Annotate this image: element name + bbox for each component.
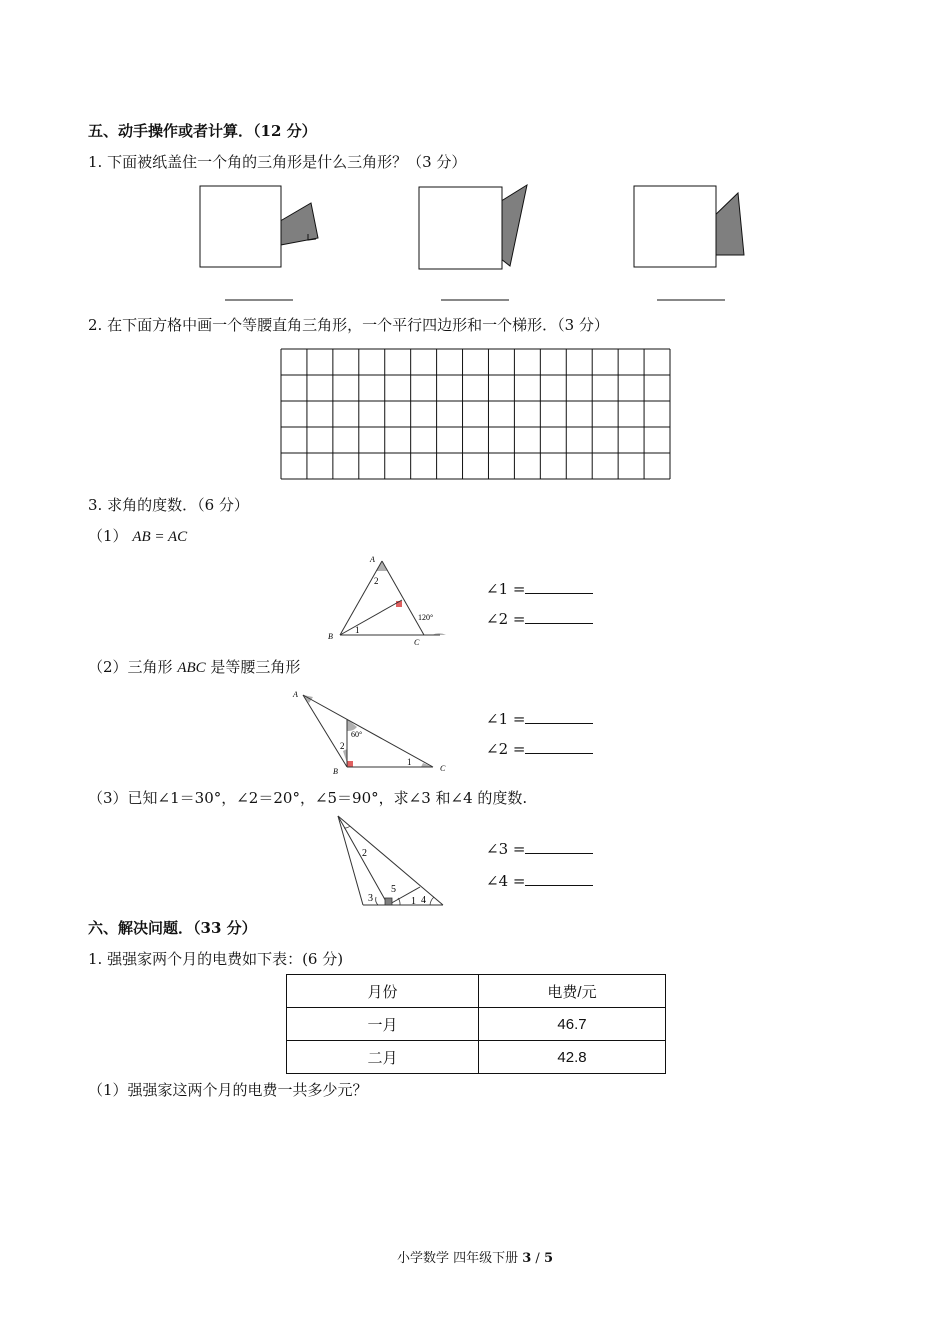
cell-fee: 42.8 bbox=[479, 1041, 666, 1074]
drawing-grid[interactable] bbox=[280, 348, 672, 482]
right-angle-5-mark bbox=[385, 898, 392, 905]
label-a: A bbox=[293, 690, 298, 699]
page-footer bbox=[0, 1247, 950, 1266]
section-6-title-text: 六、解决问题．（ bbox=[88, 919, 201, 937]
section-6-title bbox=[88, 919, 257, 937]
table-row bbox=[287, 1041, 666, 1074]
cell-month: 二月 bbox=[287, 1041, 479, 1074]
label-60: 60° bbox=[351, 730, 363, 739]
cell-fee: 46.7 bbox=[479, 1008, 666, 1041]
part2-abc: ABC bbox=[177, 660, 206, 676]
part1-equation: AB = AC bbox=[132, 529, 188, 545]
s6-q1-sub1: （1）强强家这两个月的电费一共多少元？ bbox=[88, 1081, 368, 1099]
right-angle-mark bbox=[347, 761, 353, 767]
footer-page-total: 5 bbox=[543, 1251, 553, 1266]
section-6-title-suffix: 分） bbox=[221, 919, 257, 937]
label-c: C bbox=[414, 638, 420, 647]
answer-label: ∠2 = bbox=[486, 740, 526, 758]
answer-angle-4[interactable] bbox=[486, 871, 593, 890]
label-angle-1: 1 bbox=[411, 896, 416, 907]
triangle-figure-2 bbox=[285, 683, 455, 778]
label-b: B bbox=[333, 767, 338, 776]
section-6-score: 33 bbox=[200, 919, 222, 937]
table-row bbox=[287, 1008, 666, 1041]
label-angle-2: 2 bbox=[374, 576, 379, 586]
header-fee: 电费/元 bbox=[479, 975, 666, 1008]
answer-angle-3[interactable] bbox=[486, 839, 593, 858]
label-angle-1: 1 bbox=[407, 757, 412, 767]
section-5-score: 12 bbox=[260, 122, 282, 140]
answer-angle-1-part1[interactable] bbox=[486, 579, 593, 598]
part2-suffix: 是等腰三角形 bbox=[205, 658, 301, 676]
label-b: B bbox=[328, 632, 333, 641]
answer-angle-2-part2[interactable] bbox=[486, 739, 593, 758]
answer-label: ∠1 = bbox=[486, 580, 526, 598]
answer-label: ∠4 = bbox=[486, 872, 526, 890]
section-5-title-suffix: 分） bbox=[281, 122, 317, 140]
q1-prompt: 1. 下面被纸盖住一个角的三角形是什么三角形？（3 分） bbox=[88, 153, 467, 171]
part2-condition bbox=[88, 658, 300, 677]
s6-q1-prompt: 1. 强强家两个月的电费如下表：(6 分) bbox=[88, 950, 344, 968]
cell-month: 一月 bbox=[287, 1008, 479, 1041]
triangle-figure-3 bbox=[330, 812, 450, 910]
table-header-row bbox=[287, 975, 666, 1008]
part1-prefix: （1） bbox=[88, 527, 128, 545]
section-5-title-text: 五、动手操作或者计算．（ bbox=[88, 122, 261, 140]
triangle-figure-1 bbox=[320, 553, 450, 648]
label-angle-2: 2 bbox=[340, 741, 345, 751]
answer-label: ∠2 = bbox=[486, 610, 526, 628]
label-angle-2: 2 bbox=[362, 848, 367, 859]
label-angle-1: 1 bbox=[355, 625, 360, 635]
answer-label: ∠3 = bbox=[486, 840, 526, 858]
electricity-fee-table bbox=[286, 974, 666, 1074]
header-month: 月份 bbox=[287, 975, 479, 1008]
covered-triangle-3 bbox=[634, 186, 744, 267]
part1-condition bbox=[88, 527, 187, 546]
label-a: A bbox=[370, 555, 375, 564]
label-angle-5: 5 bbox=[391, 884, 396, 895]
answer-label: ∠1 = bbox=[486, 710, 526, 728]
label-angle-3: 3 bbox=[368, 893, 373, 904]
footer-subject: 小学数学 四年级下册 bbox=[396, 1251, 523, 1266]
part2-prefix: （2）三角形 bbox=[88, 658, 178, 676]
covered-triangle-2 bbox=[419, 185, 527, 269]
q3-prompt: 3. 求角的度数．（6 分） bbox=[88, 496, 249, 514]
covered-triangle-1 bbox=[200, 186, 318, 267]
footer-page-number: 3 bbox=[522, 1251, 532, 1266]
section-5-title bbox=[88, 122, 317, 140]
part3-condition: （3）已知∠1＝30°，∠2＝20°，∠5＝90°，求∠3 和∠4 的度数. bbox=[88, 789, 528, 807]
q2-prompt: 2. 在下面方格中画一个等腰直角三角形，一个平行四边形和一个梯形．（3 分） bbox=[88, 316, 609, 334]
label-c: C bbox=[440, 764, 446, 773]
answer-angle-2-part1[interactable] bbox=[486, 609, 593, 628]
label-120: 120° bbox=[418, 613, 434, 622]
answer-angle-1-part2[interactable] bbox=[486, 709, 593, 728]
covered-triangles-figure bbox=[190, 180, 750, 305]
label-angle-4: 4 bbox=[421, 895, 426, 906]
footer-separator: / bbox=[531, 1251, 544, 1266]
